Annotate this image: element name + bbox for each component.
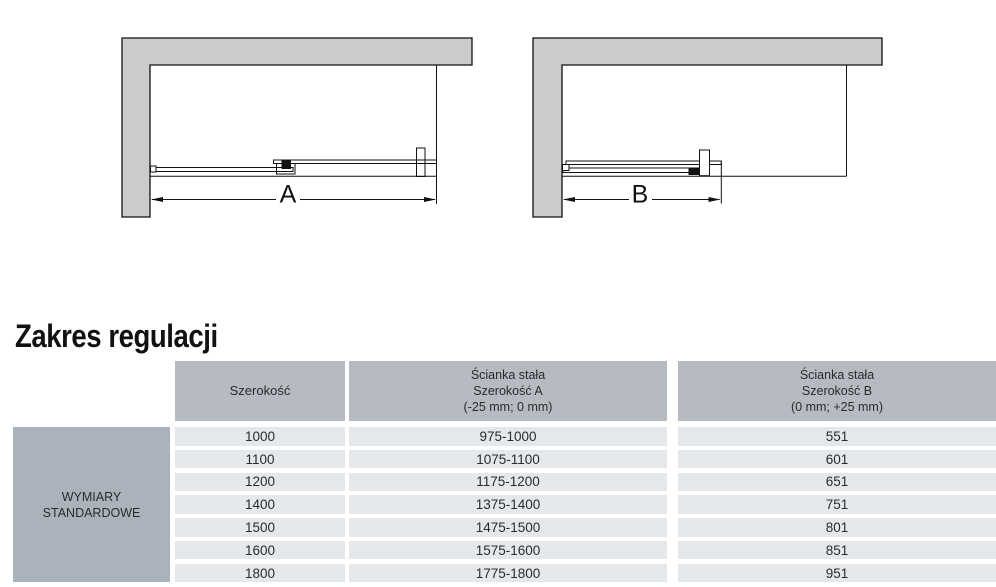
column-header-szerokosc-a [349, 361, 667, 421]
column-header-szerokosc [175, 361, 345, 421]
table-cell: 1500 [175, 518, 345, 537]
table-cell: 1775-1800 [349, 564, 667, 583]
column-szerokosc-a [349, 361, 667, 587]
fixed-panel-glass [274, 160, 437, 164]
header-line: (0 mm; +25 mm) [790, 400, 884, 414]
arrowhead-right-icon [709, 197, 721, 202]
wall-bracket [563, 165, 570, 171]
row-group-label [13, 427, 170, 582]
table-cell: 1475-1500 [349, 518, 667, 537]
arrowhead-left-icon [563, 197, 575, 202]
table-cell: 601 [678, 450, 996, 469]
header-line: Ścianka stała [470, 368, 546, 382]
table-cell: 1000 [175, 427, 345, 446]
sliding-door-glass [563, 168, 689, 173]
header-line: Szerokość B [801, 384, 873, 398]
table-cell: 1600 [175, 541, 345, 560]
table-cell: 1100 [175, 450, 345, 469]
table-cell: 651 [678, 473, 996, 492]
table-cell: 801 [678, 518, 996, 537]
roller-block [282, 160, 292, 170]
header-spacer [13, 361, 170, 427]
table-cell: 1800 [175, 564, 345, 583]
table-cell: 1400 [175, 495, 345, 514]
wall-l-shape [533, 38, 882, 217]
table-cell: 1575-1600 [349, 541, 667, 560]
arrowhead-left-icon [151, 197, 163, 202]
dimension-label-a: A [279, 180, 297, 209]
page-title: Zakres regulacji [15, 318, 218, 354]
table-cell: 975-1000 [349, 427, 667, 446]
sliding-door-glass [153, 168, 293, 172]
header-text: Szerokość [229, 383, 291, 398]
table-cell: 551 [678, 427, 996, 446]
table-cell: 1200 [175, 473, 345, 492]
column-szerokosc [175, 361, 345, 587]
table-cell: 1375-1400 [349, 495, 667, 514]
header-line: Szerokość A [473, 384, 543, 398]
row-group-label-line2: STANDARDOWE [42, 505, 141, 520]
adjustment-range-table [0, 361, 996, 586]
diagram-a [122, 38, 472, 217]
wall-bracket [151, 166, 157, 172]
table-cell: 1075-1100 [349, 450, 667, 469]
diagram-b [533, 38, 882, 217]
column-row-group [13, 361, 170, 582]
table-cell: 751 [678, 495, 996, 514]
table-cell: 951 [678, 564, 996, 583]
roller-block [689, 168, 700, 176]
fixed-panel-glass [566, 161, 721, 165]
table-cell: 851 [678, 541, 996, 560]
header-line: Ścianka stała [799, 368, 875, 382]
table-cell: 1175-1200 [349, 473, 667, 492]
row-group-label-line1: WYMIARY [61, 489, 122, 504]
arrowhead-right-icon [424, 197, 436, 202]
column-header-szerokosc-b [678, 361, 996, 421]
dimension-label-b: B [631, 180, 649, 209]
column-szerokosc-b [678, 361, 996, 587]
wall-profile [700, 150, 710, 176]
header-line: (-25 mm; 0 mm) [463, 400, 553, 414]
